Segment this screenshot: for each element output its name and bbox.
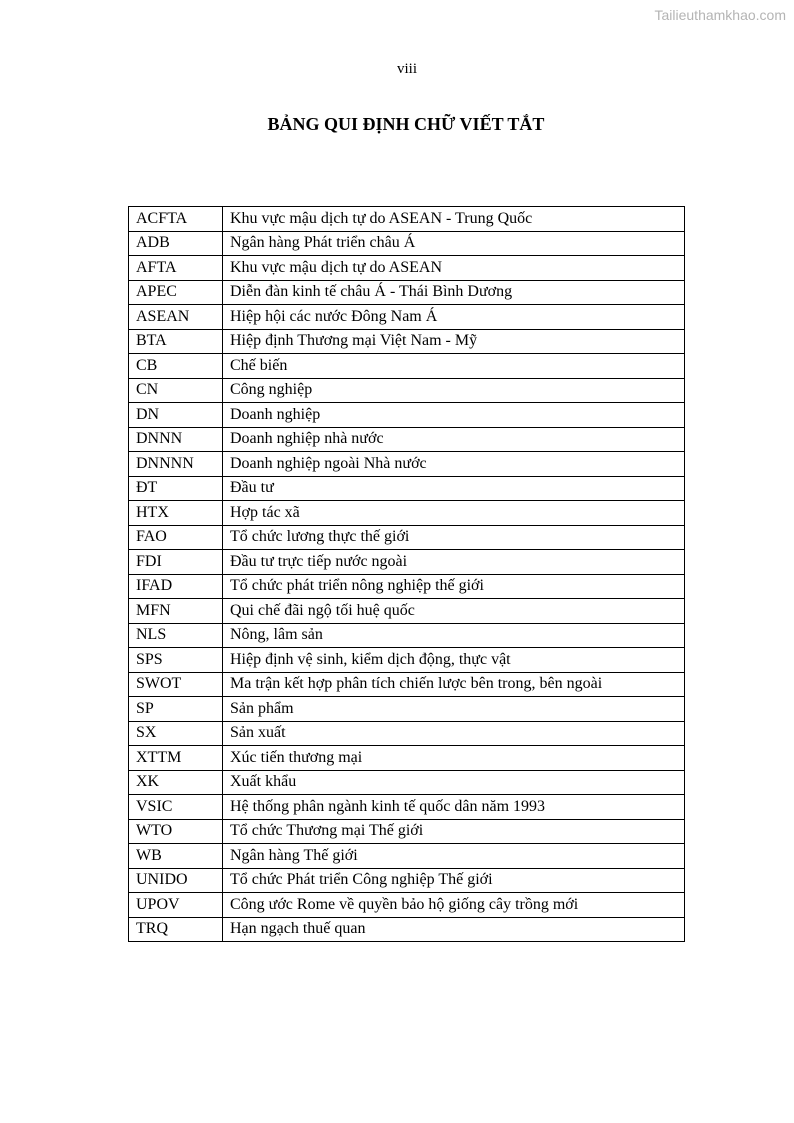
table-row [129, 452, 685, 477]
abbreviation-cell: SX [129, 721, 223, 746]
abbreviation-cell: CB [129, 354, 223, 379]
abbreviation-cell: MFN [129, 599, 223, 624]
abbreviation-cell: SP [129, 697, 223, 722]
table-row [129, 672, 685, 697]
meaning-cell: Doanh nghiệp nhà nước [223, 427, 685, 452]
meaning-cell: Tổ chức lương thực thế giới [223, 525, 685, 550]
table-row [129, 525, 685, 550]
abbreviation-table [128, 206, 685, 942]
abbreviation-cell: WB [129, 844, 223, 869]
table-row [129, 648, 685, 673]
table-row [129, 697, 685, 722]
table-row [129, 844, 685, 869]
meaning-cell: Khu vực mậu dịch tự do ASEAN - Trung Quốc [223, 207, 685, 232]
meaning-cell: Xúc tiến thương mại [223, 746, 685, 771]
abbreviation-table-body [129, 207, 685, 942]
table-row [129, 378, 685, 403]
meaning-cell: Hiệp định Thương mại Việt Nam - Mỹ [223, 329, 685, 354]
abbreviation-cell: CN [129, 378, 223, 403]
abbreviation-cell: SWOT [129, 672, 223, 697]
table-row [129, 623, 685, 648]
page-number: viii [396, 61, 417, 77]
table-row [129, 427, 685, 452]
meaning-cell: Sản phẩm [223, 697, 685, 722]
meaning-cell: Ma trận kết hợp phân tích chiến lược bên trong, bên ngoài [223, 672, 685, 697]
abbreviation-cell: HTX [129, 501, 223, 526]
table-row [129, 599, 685, 624]
meaning-cell: Tổ chức phát triển nông nghiệp thế giới [223, 574, 685, 599]
watermark: Tailieuthamkhao.com [654, 7, 786, 23]
page-title: BẢNG QUI ĐỊNH CHỮ VIẾT TẮT [267, 114, 545, 134]
meaning-cell: Công ước Rome về quyền bảo hộ giống cây trồng mới [223, 893, 685, 918]
meaning-cell: Qui chế đãi ngộ tối huệ quốc [223, 599, 685, 624]
table-row [129, 280, 685, 305]
abbreviation-cell: FAO [129, 525, 223, 550]
meaning-cell: Sản xuất [223, 721, 685, 746]
table-row [129, 305, 685, 330]
abbreviation-cell: DN [129, 403, 223, 428]
table-row [129, 207, 685, 232]
abbreviation-cell: DNNN [129, 427, 223, 452]
table-row [129, 917, 685, 942]
abbreviation-cell: NLS [129, 623, 223, 648]
abbreviation-cell: ADB [129, 231, 223, 256]
table-row [129, 403, 685, 428]
table-row [129, 550, 685, 575]
table-row [129, 721, 685, 746]
meaning-cell: Doanh nghiệp [223, 403, 685, 428]
table-row [129, 501, 685, 526]
abbreviation-cell: UNIDO [129, 868, 223, 893]
abbreviation-cell: TRQ [129, 917, 223, 942]
abbreviation-cell: WTO [129, 819, 223, 844]
table-row [129, 795, 685, 820]
table-row [129, 819, 685, 844]
meaning-cell: Diễn đàn kinh tế châu Á - Thái Bình Dương [223, 280, 685, 305]
meaning-cell: Tổ chức Thương mại Thế giới [223, 819, 685, 844]
abbreviation-cell: IFAD [129, 574, 223, 599]
table-row [129, 746, 685, 771]
table-row [129, 770, 685, 795]
abbreviation-cell: SPS [129, 648, 223, 673]
abbreviation-cell: AFTA [129, 256, 223, 281]
abbreviation-cell: DNNNN [129, 452, 223, 477]
abbreviation-cell: BTA [129, 329, 223, 354]
meaning-cell: Ngân hàng Thế giới [223, 844, 685, 869]
table-row [129, 231, 685, 256]
meaning-cell: Hợp tác xã [223, 501, 685, 526]
table-row [129, 256, 685, 281]
meaning-cell: Đầu tư [223, 476, 685, 501]
table-row [129, 574, 685, 599]
abbreviation-cell: ASEAN [129, 305, 223, 330]
meaning-cell: Hiệp hội các nước Đông Nam Á [223, 305, 685, 330]
meaning-cell: Hạn ngạch thuế quan [223, 917, 685, 942]
table-row [129, 354, 685, 379]
meaning-cell: Hệ thống phân ngành kinh tế quốc dân năm 1993 [223, 795, 685, 820]
meaning-cell: Doanh nghiệp ngoài Nhà nước [223, 452, 685, 477]
meaning-cell: Chế biến [223, 354, 685, 379]
meaning-cell: Nông, lâm sản [223, 623, 685, 648]
meaning-cell: Hiệp định vệ sinh, kiểm dịch động, thực vật [223, 648, 685, 673]
abbreviation-cell: UPOV [129, 893, 223, 918]
abbreviation-cell: XTTM [129, 746, 223, 771]
meaning-cell: Xuất khẩu [223, 770, 685, 795]
abbreviation-cell: APEC [129, 280, 223, 305]
meaning-cell: Khu vực mậu dịch tự do ASEAN [223, 256, 685, 281]
meaning-cell: Tổ chức Phát triển Công nghiệp Thế giới [223, 868, 685, 893]
abbreviation-cell: FDI [129, 550, 223, 575]
table-row [129, 893, 685, 918]
abbreviation-cell: ACFTA [129, 207, 223, 232]
meaning-cell: Công nghiệp [223, 378, 685, 403]
abbreviation-cell: VSIC [129, 795, 223, 820]
table-row [129, 329, 685, 354]
abbreviation-cell: ĐT [129, 476, 223, 501]
abbreviation-cell: XK [129, 770, 223, 795]
table-row [129, 868, 685, 893]
table-row [129, 476, 685, 501]
meaning-cell: Ngân hàng Phát triển châu Á [223, 231, 685, 256]
meaning-cell: Đầu tư trực tiếp nước ngoài [223, 550, 685, 575]
